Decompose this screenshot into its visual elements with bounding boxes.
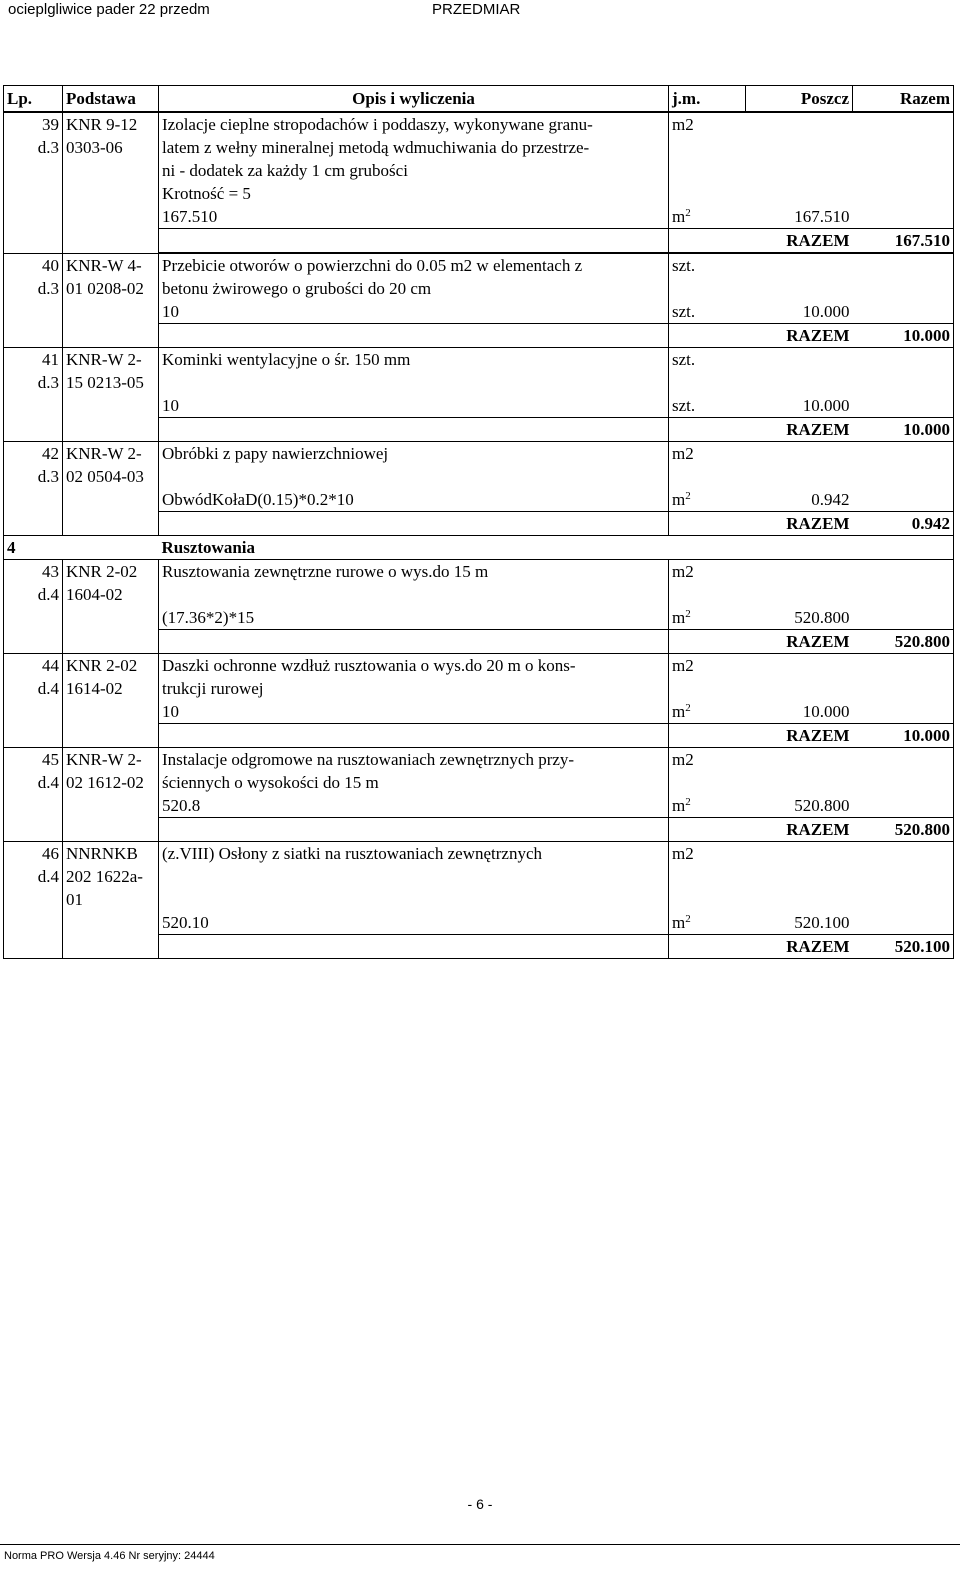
jm-cell: m2 — [669, 842, 746, 912]
opis-cell: Obróbki z papy nawierzchniowej — [159, 442, 669, 489]
table-row — [4, 442, 954, 489]
poszcz-value: 520.800 — [794, 608, 850, 627]
section-heading — [4, 536, 954, 560]
jm-cell: m2 — [669, 442, 746, 489]
column-header-razem: Razem — [853, 86, 954, 113]
calc-formula: 10 — [159, 394, 669, 418]
column-header-podstawa: Podstawa — [63, 86, 159, 113]
calc-unit: szt. — [672, 302, 696, 321]
calc-formula: 10 — [159, 300, 669, 324]
page-header — [0, 0, 960, 22]
document-name: ocieplgliwice pader 22 przedm — [8, 1, 210, 18]
podstawa-cell: KNR 2-02 1604-02 — [63, 560, 159, 654]
column-header-poszcz: Poszcz — [746, 86, 853, 113]
opis-cell: Instalacje odgromowe na rusztowaniach zewnętrznych przy- ściennych o wysokości do 15 m — [159, 748, 669, 795]
lp-cell: 42 d.3 — [4, 442, 63, 536]
razem-value: 10.000 — [853, 724, 954, 748]
razem-value: 167.510 — [853, 229, 954, 253]
table-row — [4, 112, 954, 205]
razem-label: RAZEM — [746, 418, 853, 442]
calc-unit: $m^2$ — [672, 207, 691, 226]
podstawa-cell: KNR-W 4- 01 0208-02 — [63, 254, 159, 348]
table-row — [4, 654, 954, 701]
lp-cell: 40 d.3 — [4, 254, 63, 348]
table-row — [4, 560, 954, 607]
jm-cell: szt. — [669, 254, 746, 301]
table-header-row — [4, 86, 954, 113]
calc-unit: $m^2$ — [672, 796, 691, 815]
jm-cell: szt. — [669, 348, 746, 395]
calc-formula: (17.36*2)*15 — [159, 606, 669, 630]
razem-label: RAZEM — [746, 630, 853, 654]
calc-formula: ObwódKołaD(0.15)*0.2*10 — [159, 488, 669, 512]
razem-value: 0.942 — [853, 512, 954, 536]
lp-cell: 46 d.4 — [4, 842, 63, 959]
calc-unit: $m^2$ — [672, 702, 691, 721]
calc-unit: $m^2$ — [672, 608, 691, 627]
page-number: - 6 - — [467, 1496, 493, 1512]
opis-cell: (z.VIII) Osłony z siatki na rusztowaniach zewnętrznych — [159, 842, 669, 912]
podstawa-cell: KNR-W 2- 02 1612-02 — [63, 748, 159, 842]
calc-unit: $m^2$ — [672, 913, 691, 932]
razem-value: 520.800 — [853, 630, 954, 654]
column-header-lp: Lp. — [4, 86, 63, 113]
lp-cell: 44 d.4 — [4, 654, 63, 748]
razem-label: RAZEM — [746, 229, 853, 253]
razem-value: 10.000 — [853, 418, 954, 442]
razem-value: 10.000 — [853, 324, 954, 348]
poszcz-value: 10.000 — [802, 702, 850, 721]
calc-unit: szt. — [672, 396, 696, 415]
poszcz-value: 520.100 — [794, 913, 850, 932]
jm-cell: m2 — [672, 115, 694, 134]
razem-label: RAZEM — [746, 324, 853, 348]
jm-cell: m2 — [669, 748, 746, 795]
przedmiar-table — [3, 85, 954, 959]
razem-label: RAZEM — [746, 512, 853, 536]
jm-cell: m2 — [669, 654, 746, 701]
poszcz-value: 10.000 — [802, 396, 850, 415]
opis-cell: Kominki wentylacyjne o śr. 150 mm — [159, 348, 669, 395]
column-header-jm: j.m. — [669, 86, 746, 113]
lp-cell: 45 d.4 — [4, 748, 63, 842]
razem-label: RAZEM — [746, 818, 853, 842]
section-number: 4 — [4, 536, 159, 560]
calc-formula: 10 — [159, 700, 669, 724]
razem-value: 520.100 — [853, 935, 954, 959]
footer-text: Norma PRO Wersja 4.46 Nr seryjny: 24444 — [4, 1550, 215, 1562]
calc-formula: 520.8 — [159, 794, 669, 818]
column-header-opis: Opis i wyliczenia — [159, 86, 669, 113]
podstawa-cell: NNRNKB 202 1622a- 01 — [63, 842, 159, 959]
podstawa-cell: KNR 2-02 1614-02 — [63, 654, 159, 748]
calc-formula: 520.10 — [159, 911, 669, 935]
jm-cell: m2 — [672, 562, 694, 581]
lp-cell: 43 d.4 — [4, 560, 63, 654]
opis-cell: Izolacje cieplne stropodachów i poddaszy, wykonywane granu- latem z wełny mineralnej metodą wdmuchiwania do przestrze- ni - dodatek za każdy 1 cm grubości Krotność = 5 — [159, 112, 669, 205]
table-row — [4, 748, 954, 795]
opis-cell: Przebicie otworów o powierzchni do 0.05 m2 w elementach z betonu żwirowego o grubości do 20 cm — [159, 254, 669, 301]
poszcz-value: 0.942 — [811, 490, 850, 509]
lp-cell: 39 d.3 — [4, 112, 63, 254]
table-row — [4, 348, 954, 395]
razem-label: RAZEM — [746, 935, 853, 959]
opis-cell: Rusztowania zewnętrzne rurowe o wys.do 15 m — [159, 560, 669, 607]
lp-cell: 41 d.3 — [4, 348, 63, 442]
podstawa-cell: KNR-W 2- 02 0504-03 — [63, 442, 159, 536]
section-title: Rusztowania — [159, 536, 954, 560]
poszcz-value: 10.000 — [802, 302, 850, 321]
calc-formula: 167.510 — [159, 205, 669, 229]
razem-label: RAZEM — [746, 724, 853, 748]
table-row — [4, 842, 954, 912]
footer-divider — [0, 1544, 960, 1545]
poszcz-value: 520.800 — [794, 796, 850, 815]
podstawa-cell: KNR 9-12 0303-06 — [63, 112, 159, 254]
table-body — [4, 112, 954, 959]
podstawa-cell: KNR-W 2- 15 0213-05 — [63, 348, 159, 442]
opis-cell: Daszki ochronne wzdłuż rusztowania o wys.do 20 m o kons- trukcji rurowej — [159, 654, 669, 701]
document-title: PRZEDMIAR — [432, 1, 521, 18]
razem-value: 520.800 — [853, 818, 954, 842]
table-row — [4, 254, 954, 301]
calc-unit: $m^2$ — [672, 490, 691, 509]
poszcz-value: 167.510 — [794, 207, 850, 226]
